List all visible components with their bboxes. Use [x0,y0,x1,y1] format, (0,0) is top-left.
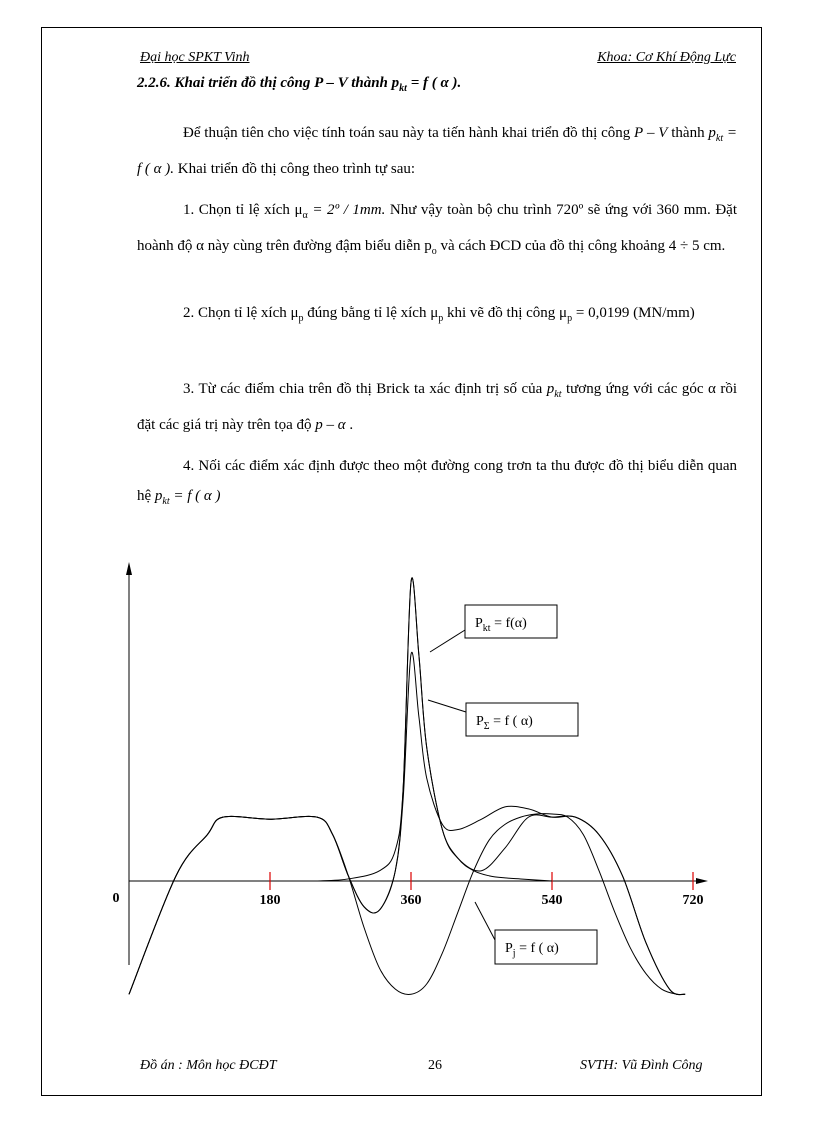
footer-student: SVTH: Vũ Đình Công [580,1058,703,1073]
legend-label-2: $P_j = f$ ( α) [505,941,559,959]
legend-leader-line [428,700,466,712]
curve-p [129,652,685,994]
footer-page-number: 26 [428,1058,442,1073]
x-tick-label-360: 360 [400,893,422,908]
paragraph-step-4: 4. Nối các điểm xác định được theo một đường cong trơn ta thu được đồ thị biểu diễn quan hệ $p_{kt} = f$ ( α ) [137,458,737,507]
y-axis-arrow [126,562,132,575]
curve-pkt [129,578,685,995]
section-title: 2.2.6. Khai triển đồ thị công P – V thành $p_{kt} = f$ ( α ). [137,75,462,94]
paragraph-step-1: 1. Chọn tỉ lệ xích $\mu_\alpha$ = 2º / 1mm. Như vậy toàn bộ chu trình 720º sẽ ứng với 360 mm. Đặt hoành độ α này cùng trên đường đậm biểu diễn $p_o$ và cách ĐCD của đồ thị công khoảng 4 ÷ 5 cm. [137,202,737,257]
legend-label-0: $P_{kt} = f(\alpha)$ [475,616,527,634]
header-university: Đại học SPKT Vinh [140,50,250,65]
x-tick-label-720: 720 [682,893,704,908]
paragraph-step-3: 3. Từ các điểm chia trên đồ thị Brick ta xác định trị số của $p_{kt}$ tương ứng với các góc α rồi đặt các giá trị này trên tọa độ p – α . [137,381,737,433]
x-tick-label-180: 180 [259,893,281,908]
x-tick-label-540: 540 [541,893,563,908]
paragraph-step-2: 2. Chọn tỉ lệ xích $\mu_p$ đúng bằng tỉ lệ xích $\mu_p$ khi vẽ đồ thị công $\mu_p = 0,0199$ (MN/mm) [183,305,695,324]
legend-leader-line [430,630,465,652]
x-tick-label-0: 0 [112,891,120,906]
legend-leader-line [475,902,495,940]
x-axis-arrow [696,878,708,884]
paragraph-intro: Để thuận tiên cho việc tính toán sau này ta tiến hành khai triển đồ thị công P – V thành $p_{kt} = f$ ( α ). Khai triển đồ thị công theo trình tự sau: [137,125,738,177]
legend-label-1: $P_\Sigma = f$ ( α) [476,714,533,732]
header-faculty: Khoa: Cơ Khí Động Lực [597,50,736,65]
footer-project: Đồ án : Môn học ĐCĐT [140,1058,277,1073]
